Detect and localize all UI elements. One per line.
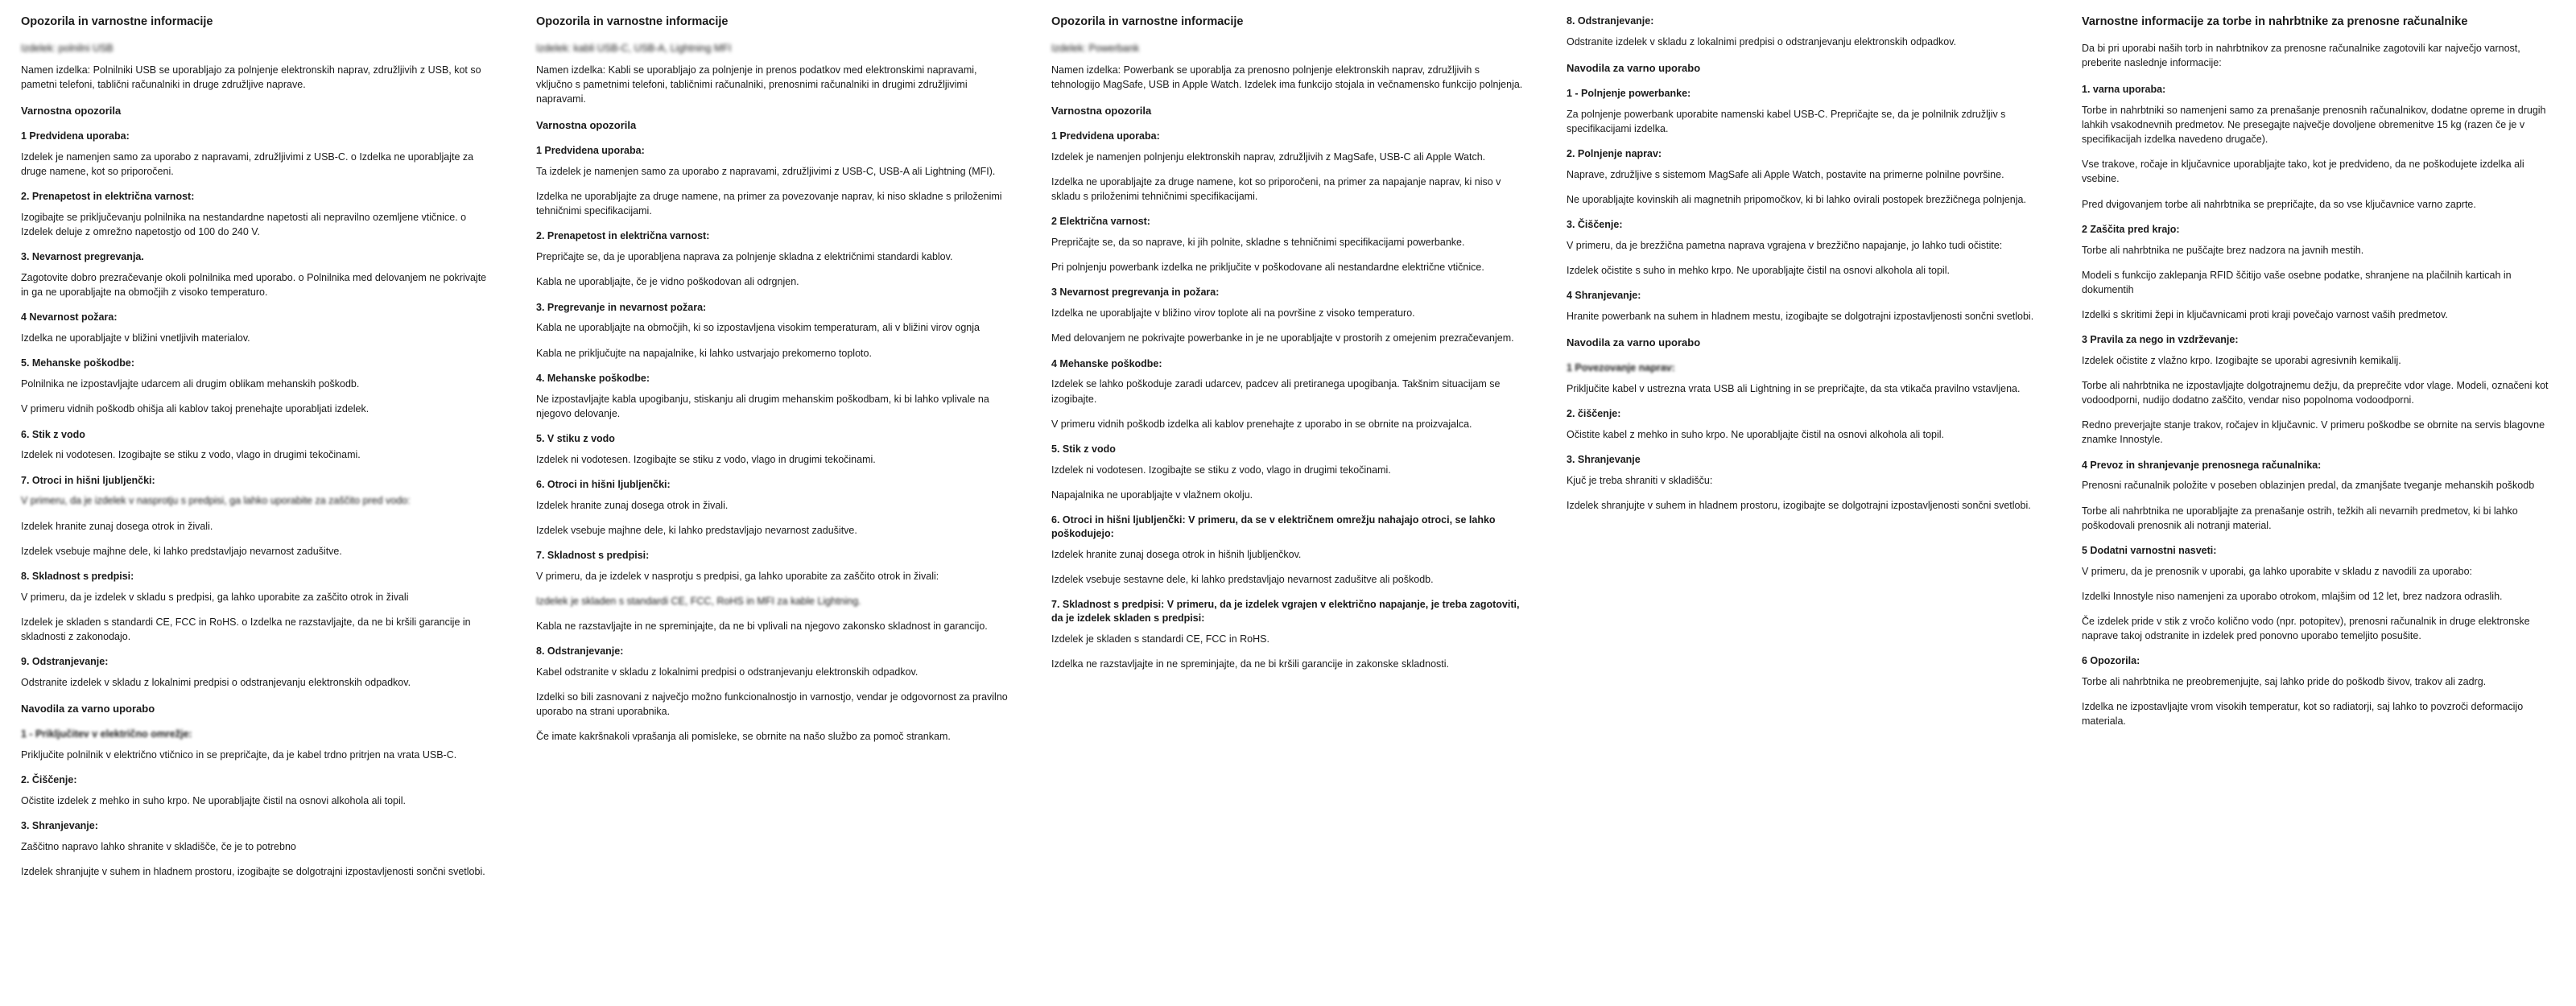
- intro-paragraph: Namen izdelka: Powerbank se uporablja za prenosno polnjenje elektronskih naprav, združljivih s tehnologijo MagSafe, USB in Apple Watch. Izdelek ima funkcijo stojala in večnamensko funkcijo polnjenja.: [1051, 64, 1523, 91]
- item-paragraph: V primeru vidnih poškodb ohišja ali kablov takoj prenehajte uporabljati izdelek.: [21, 403, 369, 415]
- item-paragraph: Izdelek ni vodotesen. Izogibajte se stiku z vodo, vlago in drugimi tekočinami.: [536, 453, 876, 465]
- item-title: 5. Mehanske poškodbe:: [21, 357, 135, 369]
- item-paragraph: Torbe ali nahrbtnika ne izpostavljajte dolgotrajnemu dežju, da preprečite vdor vlage. Modeli, označeni kot vodoodporni, nudijo dodatno zaščito, vendar niso popolnoma vodoodporni.: [2082, 380, 2549, 406]
- item-title: 1 Predvidena uporaba:: [1051, 130, 1160, 142]
- item-paragraph: Izdelek je skladen s standardi CE, FCC, RoHS in MFI za kable Lightning.: [536, 595, 861, 607]
- item-paragraph: V primeru, da je izdelek v nasprotju s predpisi, ga lahko uporabite za zaščito pred vodo:: [21, 495, 411, 507]
- item-paragraph: Izdelek hranite zunaj dosega otrok in živali.: [536, 499, 729, 511]
- item-title: 4 Shranjevanje:: [1567, 290, 1641, 302]
- item-paragraph: V primeru, da je brezžična pametna naprava vgrajena v brezžično napajanje, jo lahko tudi očistite:: [1567, 240, 2003, 252]
- item-title: 3 Pravila za nego in vzdrževanje:: [2082, 334, 2239, 346]
- item-paragraph: Priključite kabel v ustrezna vrata USB ali Lightning in se prepričajte, da sta vtikača pravilno vstavljena.: [1567, 383, 2021, 395]
- item-paragraph: Kabla ne priključujte na napajalnike, ki lahko ustvarjajo prekomerno toploto.: [536, 347, 872, 359]
- item-title: 7. Skladnost s predpisi: V primeru, da je izdelek vgrajen v električno napajanje, je treba zagotoviti, da je izdelek skladen s predpisi:: [1051, 598, 1520, 624]
- item-title: 4. Mehanske poškodbe:: [536, 372, 650, 384]
- footer-paragraph: Če imate kakršnakoli vprašanja ali pomisleke, se obrnite na našo službo za pomoč strankam.: [536, 731, 951, 743]
- item-title: 1 - Polnjenje powerbanke:: [1567, 87, 1691, 99]
- item-paragraph: Hranite powerbank na suhem in hladnem mestu, izogibajte se dolgotrajni izpostavljenosti sončni svetlobi.: [1567, 311, 2034, 323]
- item-paragraph: Izdelek očistite z vlažno krpo. Izogibajte se uporabi agresivnih kemikalij.: [2082, 354, 2401, 366]
- column-powerbank: [1030, 14, 1546, 1006]
- item-paragraph: Ne izpostavljajte kabla upogibanju, stiskanju ali drugim mehanskim poškodbam, ki bi lahko vplivale na njegovo delovanje.: [536, 393, 989, 419]
- item-paragraph: Izdelek shranjujte v suhem in hladnem prostoru, izogibajte se dolgotrajni izpostavljenosti sončni svetlobi.: [21, 866, 485, 877]
- item-paragraph: Izdelka ne uporabljajte v bližini vnetljivih materialov.: [21, 332, 250, 344]
- item-paragraph: V primeru, da je izdelek v skladu s predpisi, ga lahko uporabite za zaščito otrok in živali: [21, 591, 409, 603]
- item-paragraph: Izdelka ne uporabljajte v bližino virov toplote ali na površine z visoko temperaturo.: [1051, 307, 1415, 320]
- item-title: 3. Shranjevanje: [1567, 454, 1641, 466]
- item-title: 7. Skladnost s predpisi:: [536, 549, 650, 561]
- section-title: Opozorila in varnostne informacije: [536, 15, 729, 28]
- column-usb-cables: [515, 14, 1030, 1006]
- item-paragraph: Redno preverjajte stanje trakov, ročajev in ključavnic. V primeru poškodbe se obrnite na servis blagovne znamke Innostyle.: [2082, 419, 2545, 446]
- item-title: 2. Čiščenje:: [21, 774, 77, 785]
- item-paragraph: Izdelek očistite s suho in mehko krpo. Ne uporabljajte čistil na osnovi alkohola ali topil.: [1567, 265, 1950, 277]
- item-title: 5. V stiku z vodo: [536, 432, 615, 444]
- item-paragraph: V primeru, da je izdelek v nasprotju s predpisi, ga lahko uporabite za zaščito otrok in živali:: [536, 570, 939, 582]
- item-paragraph: Izdelek shranjujte v suhem in hladnem prostoru, izogibajte se dolgotrajni izpostavljenosti sončni svetlobi.: [1567, 500, 2031, 512]
- item-title: 2. Prenapetost in električna varnost:: [21, 191, 195, 203]
- item-paragraph: Zaščitno napravo lahko shranite v skladišče, če je to potrebno: [21, 840, 296, 852]
- item-paragraph: Izdelek je skladen s standardi CE, FCC in RoHS.: [1051, 633, 1269, 645]
- item-paragraph: Polnilnika ne izpostavljajte udarcem ali drugim oblikam mehanskih poškodb.: [21, 378, 360, 390]
- item-paragraph: Vse trakove, ročaje in ključavnice uporabljajte tako, kot je predvideno, da ne poškodujete izdelka ali vsebine.: [2082, 159, 2524, 185]
- item-paragraph: Med delovanjem ne pokrivajte powerbanke in je ne uporabljajte v prostorih z omejenim prezračevanjem.: [1051, 332, 1514, 344]
- item-paragraph: Izogibajte se priključevanju polnilnika na nestandardne napetosti ali nepravilno ozemljene vtičnice. o Izdelek deluje z omrežno napetostjo od 100 do 240 V.: [21, 212, 467, 238]
- item-paragraph: Torbe ali nahrbtnika ne preobremenjujte, saj lahko pride do poškodb šivov, trakov ali zadrg.: [2082, 676, 2487, 688]
- item-title: 4 Mehanske poškodbe:: [1051, 357, 1162, 369]
- item-paragraph: Torbe ali nahrbtnika ne uporabljajte za prenašanje ostrih, težkih ali nevarnih predmetov, ki bi lahko poškodovali prenosnik ali notranji material.: [2082, 505, 2518, 531]
- footer-paragraph: Izdelki so bili zasnovani z največjo možno funkcionalnostjo in varnostjo, vendar je odgovornost za pravilno uporabo na strani uporabnika.: [536, 691, 1008, 718]
- column-backpack: [2061, 14, 2576, 1006]
- item-paragraph: Izdelka ne uporabljajte za druge namene, kot so priporočeni, na primer za napajanje naprav, ki niso v skladu s priloženimi tehničnimi specifikacijami.: [1051, 176, 1501, 203]
- intro-paragraph: Namen izdelka: Polnilniki USB se uporabljajo za polnjenje elektronskih naprav, združljivih z USB, kot so pametni telefoni, tablični računalniki in druge združljive naprave.: [21, 64, 481, 91]
- subsection-heading: Varnostna opozorila: [1051, 105, 1152, 118]
- item-paragraph: Izdelek hranite zunaj dosega otrok in hišnih ljubljenčkov.: [1051, 548, 1302, 560]
- item-paragraph: Zagotovite dobro prezračevanje okoli polnilnika med uporabo. o Polnilnika med delovanjem ne pokrivajte in ga ne uporabljajte na območjih z visoko temperaturo.: [21, 272, 487, 299]
- subsection-heading: Varnostna opozorila: [21, 105, 122, 118]
- item-title: 2 Zaščita pred krajo:: [2082, 223, 2180, 235]
- item-title: 6. Otroci in hišni ljubljenčki: V primeru, da se v električnem omrežju nahajajo otroci, se lahko poškodujejo:: [1051, 513, 1496, 539]
- item-paragraph: Modeli s funkcijo zaklepanja RFID ščitijo vaše osebne podatke, shranjene na plačilnih karticah in dokumentih: [2082, 269, 2512, 295]
- item-paragraph: Izdelek vsebuje majhne dele, ki lahko predstavljajo nevarnost zadušitve.: [536, 524, 857, 536]
- item-title: 5. Stik z vodo: [1051, 443, 1116, 455]
- item-paragraph: Za polnjenje powerbank uporabite namenski kabel USB-C. Prepričajte se, da je polnilnik združljiv s specifikacijami izdelka.: [1567, 108, 2006, 134]
- item-paragraph: Izdelek vsebuje sestavne dele, ki lahko predstavljajo nevarnost zadušitve ali poškodb.: [1051, 573, 1434, 585]
- item-paragraph: Izdelek hranite zunaj dosega otrok in živali.: [21, 520, 213, 532]
- item-paragraph: Izdelka ne izpostavljajte vrom visokih temperatur, kot so radiatorji, saj lahko to povzroči deformacijo materiala.: [2082, 701, 2524, 728]
- item-title: 7. Otroci in hišni ljubljenčki:: [21, 474, 155, 486]
- item-paragraph: Izdelek je namenjen samo za uporabo z napravami, združljivimi z USB-C. o Izdelka ne uporabljajte za druge namene, kot so priporočeni.: [21, 150, 474, 178]
- item-title: 3. Shranjevanje:: [21, 820, 98, 831]
- item-title: 1. varna uporaba:: [2082, 84, 2166, 96]
- subsection-heading: Navodila za varno uporabo: [21, 703, 155, 715]
- item-paragraph: Izdelek je namenjen polnjenju elektronskih naprav, združljivih z MagSafe, USB-C ali Apple Watch.: [1051, 150, 1486, 163]
- product-line: Izdelek: Powerbank: [1051, 42, 1140, 54]
- item-title: 3. Pregrevanje in nevarnost požara:: [536, 301, 707, 313]
- item-paragraph: Prepričajte se, da so naprave, ki jih polnite, skladne s tehničnimi specifikacijami powerbanke.: [1051, 237, 1465, 249]
- item-paragraph: V primeru vidnih poškodb izdelka ali kablov prenehajte z uporabo in se obrnite na proizvajalca.: [1051, 418, 1472, 430]
- item-title: 1 - Priključitev v električno omrežje:: [21, 728, 192, 740]
- item-paragraph: Ta izdelek je namenjen samo za uporabo z napravami, združljivimi z USB-C, USB-A ali Lightning (MFI).: [536, 166, 996, 178]
- item-title: 3. Nevarnost pregrevanja.: [21, 251, 144, 263]
- item-paragraph: Izdelki s skritimi žepi in ključavnicami proti kraji povečajo varnost vaših predmetov.: [2082, 308, 2448, 320]
- item-title: 6. Otroci in hišni ljubljenčki:: [536, 478, 671, 490]
- item-title: 8. Odstranjevanje:: [1567, 15, 1654, 27]
- item-paragraph: Izdelka ne razstavljajte in ne spreminjajte, da ne bi kršili garancije in zakonske skladnosti.: [1051, 658, 1450, 670]
- item-paragraph: Torbe ali nahrbtnika ne puščajte brez nadzora na javnih mestih.: [2082, 244, 2364, 256]
- item-title: 5 Dodatni varnostni nasveti:: [2082, 544, 2217, 556]
- product-line: Izdelek: polnilni USB: [21, 42, 114, 54]
- item-title: 9. Odstranjevanje:: [21, 656, 109, 668]
- item-paragraph: Pri polnjenju powerbank izdelka ne priključite v poškodovane ali nestandardne električne vtičnice.: [1051, 262, 1484, 274]
- column-powerbank-usage: [1546, 14, 2061, 1006]
- item-paragraph: Kabla ne uporabljajte na območjih, ki so izpostavljena visokim temperaturam, ali v bližini virov ognja: [536, 322, 980, 334]
- item-paragraph: Ne uporabljajte kovinskih ali magnetnih pripomočkov, ki bi lahko ovirali postopek brezžičnega polnjenja.: [1567, 194, 2026, 206]
- section-title: Opozorila in varnostne informacije: [21, 15, 213, 28]
- item-paragraph: Torbe in nahrbtniki so namenjeni samo za prenašanje prenosnih računalnikov, dodatne opreme in drugih lahkih vsakodnevnih predmetov. Ne presegajte največje dovoljene obremenitve 15 kg (razen če je v specifikacijah izdelka navedeno drugače).: [2082, 104, 2546, 146]
- section-title: Opozorila in varnostne informacije: [1051, 15, 1244, 28]
- item-title: 4 Nevarnost požara:: [21, 311, 118, 324]
- section-title: Varnostne informacije za torbe in nahrbtnike za prenosne računalnike: [2082, 15, 2468, 28]
- item-title: 2. Prenapetost in električna varnost:: [536, 230, 710, 242]
- item-paragraph: Očistite kabel z mehko in suho krpo. Ne uporabljajte čistil na osnovi alkohola ali topil.: [1567, 429, 1944, 441]
- item-title: 1 Povezovanje naprav:: [1567, 362, 1675, 374]
- item-paragraph: Kabla ne razstavljajte in ne spreminjajte, da ne bi vplivali na njegovo zakonsko skladnost in garancijo.: [536, 621, 988, 633]
- column-usb-charger: [0, 14, 515, 1006]
- intro-paragraph: Namen izdelka: Kabli se uporabljajo za polnjenje in prenos podatkov med elektronskimi napravami, vključno s pametnimi telefoni, tabličnimi računalniki, prenosnimi računalniki in drugimi združljivimi napravami.: [536, 64, 977, 105]
- subsection-heading: Navodila za varno uporabo: [1567, 62, 1701, 74]
- item-paragraph: Priključite polnilnik v električno vtičnico in se prepričajte, da je kabel trdno pritrjen na vrata USB-C.: [21, 748, 457, 761]
- item-title: 1 Predvidena uporaba:: [536, 145, 645, 157]
- item-paragraph: Očistite izdelek z mehko in suho krpo. Ne uporabljajte čistil na osnovi alkohola ali topil.: [21, 794, 407, 806]
- item-title: 6. Stik z vodo: [21, 428, 85, 440]
- intro-paragraph: Da bi pri uporabi naših torb in nahrbtnikov za prenosne računalnike zagotovili kar največjo varnost, preberite naslednje informacije:: [2082, 42, 2520, 68]
- item-paragraph: Če izdelek pride v stik z vročo količno vodo (npr. potopitev), prenosni računalnik in druge elektronske naprave takoj odstranite in izdelek pred ponovno uporabo temeljito posušite.: [2082, 615, 2530, 642]
- item-title: 1 Predvidena uporaba:: [21, 130, 130, 142]
- item-title: 3 Nevarnost pregrevanja in požara:: [1051, 287, 1220, 299]
- item-title: 4 Prevoz in shranjevanje prenosnega računalnika:: [2082, 459, 2322, 471]
- item-paragraph: Izdelek se lahko poškoduje zaradi udarcev, padcev ali pretiranega upogibanja. Takšnim situacijam se izogibajte.: [1051, 378, 1501, 405]
- item-title: 3. Čiščenje:: [1567, 219, 1623, 231]
- item-paragraph: Izdelek vsebuje majhne dele, ki lahko predstavljajo nevarnost zadušitve.: [21, 545, 342, 557]
- item-paragraph: Prepričajte se, da je uporabljena naprava za polnjenje skladna z električnimi standardi kablov.: [536, 251, 953, 263]
- item-paragraph: Pred dvigovanjem torbe ali nahrbtnika se prepričajte, da so vse ključavnice varno zaprte.: [2082, 198, 2476, 210]
- item-paragraph: Naprave, združljive s sistemom MagSafe ali Apple Watch, postavite na primerne polnilne površine.: [1567, 168, 2004, 180]
- item-title: 8. Odstranjevanje:: [536, 645, 624, 658]
- item-paragraph: Prenosni računalnik položite v poseben oblazinjen predal, da zmanjšate tveganje mehanskih poškodb: [2082, 480, 2535, 492]
- item-paragraph: Kabla ne uporabljajte, če je vidno poškodovan ali odrgnjen.: [536, 276, 799, 288]
- item-paragraph: V primeru, da je prenosnik v uporabi, ga lahko uporabite v skladu z navodili za uporabo:: [2082, 565, 2473, 577]
- item-paragraph: Izdelek je skladen s standardi CE, FCC in RoHS. o Izdelka ne razstavljajte, da ne bi kršili garancije in skladnosti z zakonodajo.: [21, 616, 471, 642]
- product-line: Izdelek: kabli USB-C, USB-A, Lightning MFI: [536, 42, 732, 54]
- item-paragraph: Izdelek ni vodotesen. Izogibajte se stiku z vodo, vlago in drugimi tekočinami.: [21, 449, 361, 461]
- item-paragraph: Napajalnika ne uporabljajte v vlažnem okolju.: [1051, 489, 1253, 501]
- item-title: 2 Električna varnost:: [1051, 216, 1150, 228]
- item-paragraph: Odstranite izdelek v skladu z lokalnimi predpisi o odstranjevanju elektronskih odpadkov.: [1567, 35, 1957, 47]
- item-paragraph: Izdelka ne uporabljajte za druge namene, na primer za povezovanje naprav, ki niso skladne s priloženimi tehničnimi specifikacijami.: [536, 191, 1002, 217]
- item-title: 6 Opozorila:: [2082, 655, 2140, 667]
- subsection-heading: Varnostna opozorila: [536, 119, 637, 132]
- item-paragraph: Kjuč je treba shraniti v skladišču:: [1567, 475, 1713, 487]
- item-title: 2. Polnjenje naprav:: [1567, 148, 1662, 160]
- item-paragraph: Izdelek ni vodotesen. Izogibajte se stiku z vodo, vlago in drugimi tekočinami.: [1051, 464, 1391, 476]
- subsection-heading: Navodila za varno uporabo: [1567, 336, 1701, 349]
- item-paragraph: Kabel odstranite v skladu z lokalnimi predpisi o odstranjevanju elektronskih odpadkov.: [536, 666, 919, 678]
- item-title: 8. Skladnost s predpisi:: [21, 570, 134, 582]
- item-paragraph: Odstranite izdelek v skladu z lokalnimi predpisi o odstranjevanju elektronskih odpadkov.: [21, 676, 411, 688]
- item-paragraph: Izdelki Innostyle niso namenjeni za uporabo otrokom, mlajšim od 12 let, brez nadzora odraslih.: [2082, 590, 2503, 602]
- item-title: 2. čiščenje:: [1567, 408, 1621, 420]
